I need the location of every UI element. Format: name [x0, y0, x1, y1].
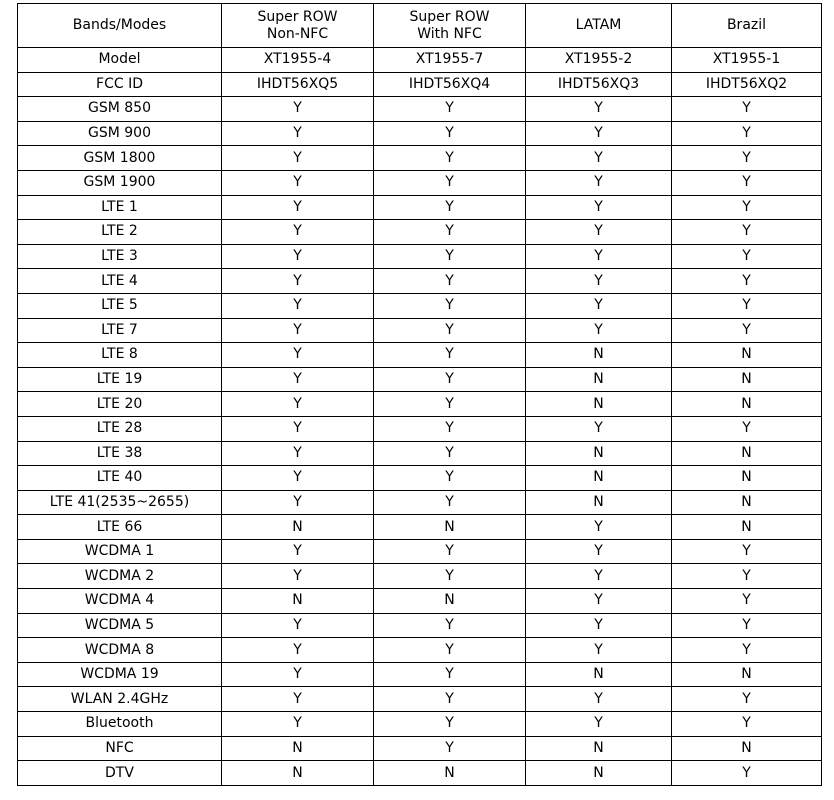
- cell-super-row-non-nfc: N: [222, 761, 374, 786]
- header-cell-latam: [526, 4, 672, 48]
- cell-brazil: Y: [672, 416, 822, 441]
- cell-band-mode: GSM 1900: [18, 170, 222, 195]
- table-row: [18, 490, 822, 515]
- header-line: Bands/Modes: [72, 17, 167, 33]
- cell-band-mode: LTE 28: [18, 416, 222, 441]
- cell-super-row-with-nfc: Y: [374, 712, 526, 737]
- cell-band-mode: WCDMA 19: [18, 662, 222, 687]
- cell-band-mode: WCDMA 4: [18, 589, 222, 614]
- cell-super-row-non-nfc: Y: [222, 97, 374, 122]
- cell-super-row-with-nfc: IHDT56XQ4: [374, 72, 526, 97]
- cell-band-mode: LTE 1: [18, 195, 222, 220]
- cell-latam: IHDT56XQ3: [526, 72, 672, 97]
- header-row: [18, 4, 822, 48]
- cell-latam: Y: [526, 318, 672, 343]
- cell-latam: N: [526, 392, 672, 417]
- cell-brazil: N: [672, 343, 822, 368]
- cell-band-mode: NFC: [18, 736, 222, 761]
- header-line: LATAM: [575, 17, 622, 33]
- cell-super-row-non-nfc: Y: [222, 269, 374, 294]
- cell-super-row-non-nfc: Y: [222, 638, 374, 663]
- cell-super-row-non-nfc: Y: [222, 441, 374, 466]
- cell-latam: Y: [526, 589, 672, 614]
- cell-band-mode: GSM 1800: [18, 146, 222, 171]
- table-row: [18, 121, 822, 146]
- cell-super-row-with-nfc: Y: [374, 662, 526, 687]
- cell-brazil: Y: [672, 613, 822, 638]
- cell-band-mode: GSM 900: [18, 121, 222, 146]
- cell-super-row-non-nfc: Y: [222, 318, 374, 343]
- cell-brazil: N: [672, 367, 822, 392]
- table-row: [18, 761, 822, 786]
- cell-brazil: N: [672, 441, 822, 466]
- table-row: [18, 146, 822, 171]
- cell-super-row-non-nfc: Y: [222, 367, 374, 392]
- cell-super-row-non-nfc: Y: [222, 392, 374, 417]
- table-row: [18, 564, 822, 589]
- table-row: [18, 195, 822, 220]
- cell-brazil: Y: [672, 146, 822, 171]
- cell-super-row-non-nfc: Y: [222, 416, 374, 441]
- cell-band-mode: LTE 2: [18, 220, 222, 245]
- cell-band-mode: LTE 66: [18, 515, 222, 540]
- cell-band-mode: Bluetooth: [18, 712, 222, 737]
- table-row: [18, 48, 822, 73]
- cell-band-mode: WLAN 2.4GHz: [18, 687, 222, 712]
- table-row: [18, 97, 822, 122]
- cell-super-row-with-nfc: Y: [374, 121, 526, 146]
- cell-latam: N: [526, 367, 672, 392]
- cell-super-row-non-nfc: XT1955-4: [222, 48, 374, 73]
- table-row: [18, 269, 822, 294]
- cell-super-row-non-nfc: Y: [222, 712, 374, 737]
- cell-super-row-non-nfc: Y: [222, 293, 374, 318]
- table-row: [18, 220, 822, 245]
- cell-latam: Y: [526, 293, 672, 318]
- cell-brazil: N: [672, 490, 822, 515]
- cell-band-mode: WCDMA 8: [18, 638, 222, 663]
- cell-brazil: Y: [672, 121, 822, 146]
- cell-super-row-with-nfc: Y: [374, 613, 526, 638]
- table-row: [18, 244, 822, 269]
- cell-band-mode: LTE 41(2535~2655): [18, 490, 222, 515]
- cell-latam: Y: [526, 687, 672, 712]
- header-cell-super-row-non-nfc: [222, 4, 374, 48]
- cell-band-mode: LTE 8: [18, 343, 222, 368]
- cell-latam: Y: [526, 121, 672, 146]
- cell-super-row-non-nfc: Y: [222, 613, 374, 638]
- table-row: [18, 613, 822, 638]
- cell-latam: N: [526, 466, 672, 491]
- cell-super-row-non-nfc: IHDT56XQ5: [222, 72, 374, 97]
- cell-super-row-non-nfc: Y: [222, 564, 374, 589]
- cell-super-row-with-nfc: Y: [374, 490, 526, 515]
- cell-super-row-non-nfc: Y: [222, 244, 374, 269]
- table-row: [18, 72, 822, 97]
- cell-super-row-with-nfc: Y: [374, 195, 526, 220]
- header-line: Non-NFC: [266, 25, 329, 42]
- cell-brazil: Y: [672, 220, 822, 245]
- cell-brazil: Y: [672, 244, 822, 269]
- cell-super-row-with-nfc: Y: [374, 97, 526, 122]
- cell-super-row-with-nfc: Y: [374, 539, 526, 564]
- cell-brazil: Y: [672, 195, 822, 220]
- cell-latam: Y: [526, 244, 672, 269]
- table-row: [18, 293, 822, 318]
- cell-super-row-with-nfc: Y: [374, 293, 526, 318]
- cell-band-mode: LTE 20: [18, 392, 222, 417]
- cell-latam: Y: [526, 195, 672, 220]
- cell-super-row-with-nfc: XT1955-7: [374, 48, 526, 73]
- table-row: [18, 392, 822, 417]
- cell-super-row-non-nfc: N: [222, 515, 374, 540]
- cell-brazil: Y: [672, 761, 822, 786]
- cell-super-row-with-nfc: Y: [374, 466, 526, 491]
- cell-super-row-with-nfc: Y: [374, 318, 526, 343]
- table-body: [18, 48, 822, 786]
- cell-brazil: N: [672, 515, 822, 540]
- table-row: [18, 170, 822, 195]
- cell-band-mode: LTE 38: [18, 441, 222, 466]
- cell-super-row-non-nfc: Y: [222, 687, 374, 712]
- cell-band-mode: GSM 850: [18, 97, 222, 122]
- cell-band-mode: LTE 4: [18, 269, 222, 294]
- cell-super-row-non-nfc: Y: [222, 343, 374, 368]
- cell-brazil: Y: [672, 564, 822, 589]
- table-row: [18, 638, 822, 663]
- header-cell-brazil: [672, 4, 822, 48]
- cell-latam: Y: [526, 638, 672, 663]
- cell-band-mode: LTE 19: [18, 367, 222, 392]
- header-line: With NFC: [417, 25, 482, 42]
- table-row: [18, 466, 822, 491]
- cell-brazil: Y: [672, 589, 822, 614]
- cell-latam: Y: [526, 220, 672, 245]
- cell-latam: N: [526, 490, 672, 515]
- cell-super-row-with-nfc: Y: [374, 244, 526, 269]
- cell-brazil: XT1955-1: [672, 48, 822, 73]
- cell-latam: Y: [526, 613, 672, 638]
- cell-brazil: N: [672, 736, 822, 761]
- header-cell-super-row-with-nfc: [374, 4, 526, 48]
- table-row: [18, 539, 822, 564]
- cell-super-row-non-nfc: Y: [222, 220, 374, 245]
- table-row: [18, 712, 822, 737]
- cell-super-row-with-nfc: Y: [374, 146, 526, 171]
- cell-band-mode: LTE 3: [18, 244, 222, 269]
- cell-brazil: Y: [672, 318, 822, 343]
- cell-band-mode: WCDMA 2: [18, 564, 222, 589]
- cell-latam: N: [526, 343, 672, 368]
- cell-super-row-non-nfc: N: [222, 736, 374, 761]
- cell-latam: N: [526, 662, 672, 687]
- cell-super-row-non-nfc: Y: [222, 466, 374, 491]
- table-row: [18, 441, 822, 466]
- cell-super-row-non-nfc: Y: [222, 195, 374, 220]
- cell-super-row-with-nfc: Y: [374, 170, 526, 195]
- table-row: [18, 416, 822, 441]
- cell-super-row-with-nfc: Y: [374, 343, 526, 368]
- cell-super-row-with-nfc: N: [374, 515, 526, 540]
- cell-brazil: Y: [672, 712, 822, 737]
- cell-super-row-non-nfc: Y: [222, 121, 374, 146]
- cell-super-row-with-nfc: Y: [374, 441, 526, 466]
- cell-band-mode: Model: [18, 48, 222, 73]
- bands-modes-table: [17, 3, 822, 786]
- cell-brazil: Y: [672, 539, 822, 564]
- cell-brazil: N: [672, 466, 822, 491]
- cell-latam: Y: [526, 564, 672, 589]
- cell-band-mode: LTE 5: [18, 293, 222, 318]
- cell-super-row-non-nfc: Y: [222, 539, 374, 564]
- cell-latam: Y: [526, 515, 672, 540]
- cell-latam: Y: [526, 170, 672, 195]
- table-row: [18, 662, 822, 687]
- table-row: [18, 367, 822, 392]
- cell-band-mode: LTE 7: [18, 318, 222, 343]
- cell-super-row-with-nfc: N: [374, 761, 526, 786]
- cell-latam: Y: [526, 712, 672, 737]
- cell-brazil: Y: [672, 687, 822, 712]
- table-row: [18, 343, 822, 368]
- cell-brazil: Y: [672, 638, 822, 663]
- cell-super-row-with-nfc: Y: [374, 392, 526, 417]
- cell-super-row-with-nfc: Y: [374, 638, 526, 663]
- cell-super-row-with-nfc: Y: [374, 736, 526, 761]
- cell-band-mode: FCC ID: [18, 72, 222, 97]
- cell-super-row-non-nfc: Y: [222, 146, 374, 171]
- cell-brazil: Y: [672, 97, 822, 122]
- cell-latam: Y: [526, 97, 672, 122]
- cell-brazil: Y: [672, 170, 822, 195]
- table-row: [18, 515, 822, 540]
- cell-super-row-non-nfc: Y: [222, 662, 374, 687]
- cell-band-mode: DTV: [18, 761, 222, 786]
- cell-band-mode: WCDMA 1: [18, 539, 222, 564]
- header-cell-bands-modes: [18, 4, 222, 48]
- cell-latam: XT1955-2: [526, 48, 672, 73]
- cell-band-mode: LTE 40: [18, 466, 222, 491]
- cell-super-row-non-nfc: N: [222, 589, 374, 614]
- header-line: Super ROW: [409, 8, 490, 25]
- cell-super-row-with-nfc: Y: [374, 687, 526, 712]
- cell-super-row-non-nfc: Y: [222, 490, 374, 515]
- cell-latam: Y: [526, 539, 672, 564]
- table-row: [18, 318, 822, 343]
- cell-super-row-non-nfc: Y: [222, 170, 374, 195]
- cell-latam: Y: [526, 416, 672, 441]
- cell-latam: Y: [526, 146, 672, 171]
- cell-latam: N: [526, 761, 672, 786]
- table-row: [18, 687, 822, 712]
- header-line: Super ROW: [257, 8, 338, 25]
- cell-super-row-with-nfc: Y: [374, 416, 526, 441]
- header-line: Brazil: [726, 17, 767, 33]
- cell-brazil: Y: [672, 293, 822, 318]
- cell-super-row-with-nfc: Y: [374, 367, 526, 392]
- cell-latam: Y: [526, 269, 672, 294]
- cell-latam: N: [526, 736, 672, 761]
- cell-brazil: IHDT56XQ2: [672, 72, 822, 97]
- cell-brazil: N: [672, 662, 822, 687]
- cell-super-row-with-nfc: Y: [374, 269, 526, 294]
- cell-super-row-with-nfc: N: [374, 589, 526, 614]
- cell-brazil: N: [672, 392, 822, 417]
- cell-band-mode: WCDMA 5: [18, 613, 222, 638]
- cell-latam: N: [526, 441, 672, 466]
- table-row: [18, 736, 822, 761]
- cell-super-row-with-nfc: Y: [374, 220, 526, 245]
- table-row: [18, 589, 822, 614]
- cell-super-row-with-nfc: Y: [374, 564, 526, 589]
- cell-brazil: Y: [672, 269, 822, 294]
